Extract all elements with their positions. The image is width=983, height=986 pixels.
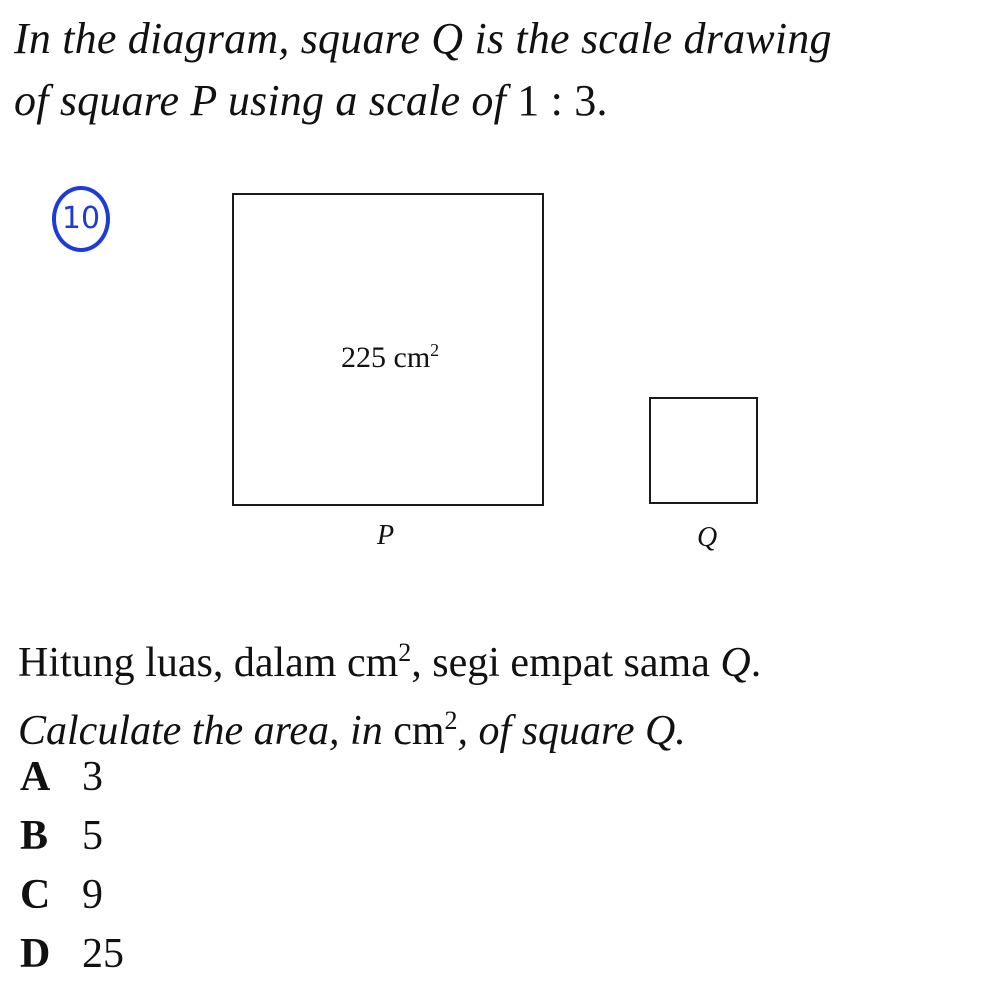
square-p-area-value: 225 cm: [341, 341, 431, 374]
option-b[interactable]: [20, 807, 124, 866]
option-b-value: 5: [82, 813, 103, 859]
scale-ratio: 1 : 3.: [517, 76, 608, 125]
intro-line-2-text: of square P using a scale of: [14, 76, 507, 125]
question-english-start: Calculate the area, in: [18, 708, 394, 754]
square-p-area-label: [341, 330, 439, 378]
option-a-letter: A: [20, 754, 51, 800]
question-malay-var: Q: [720, 640, 751, 686]
question-english-end: , of square Q.: [457, 708, 686, 754]
question-english-unit: cm: [393, 708, 445, 754]
intro-line-2: [14, 70, 974, 132]
option-d-letter: D: [20, 931, 51, 977]
square-q: [649, 397, 758, 504]
option-b-letter: B: [20, 813, 49, 859]
question-malay-power: 2: [398, 638, 412, 667]
square-q-label: Q: [697, 522, 718, 553]
option-d[interactable]: [20, 925, 124, 984]
question-text: [18, 624, 978, 760]
option-c-letter: C: [20, 872, 51, 918]
option-d-value: 25: [82, 931, 124, 977]
square-p-label: P: [377, 520, 395, 551]
option-c[interactable]: [20, 866, 124, 925]
question-malay-mid: , segi empat sama: [411, 640, 721, 686]
option-a[interactable]: [20, 748, 124, 807]
question-english: [18, 692, 978, 760]
question-malay-end: .: [750, 640, 762, 686]
intro-line-1: In the diagram, square Q is the scale drawing: [14, 14, 832, 63]
square-p-area-power: 2: [430, 340, 440, 360]
question-malay: [18, 624, 978, 692]
option-a-value: 3: [82, 754, 103, 800]
option-c-value: 9: [82, 872, 103, 918]
question-intro: [14, 8, 974, 132]
question-number-badge: 10: [52, 186, 110, 252]
answer-options: [20, 748, 124, 984]
question-malay-start: Hitung luas, dalam cm: [18, 640, 399, 686]
question-english-power: 2: [444, 706, 458, 735]
